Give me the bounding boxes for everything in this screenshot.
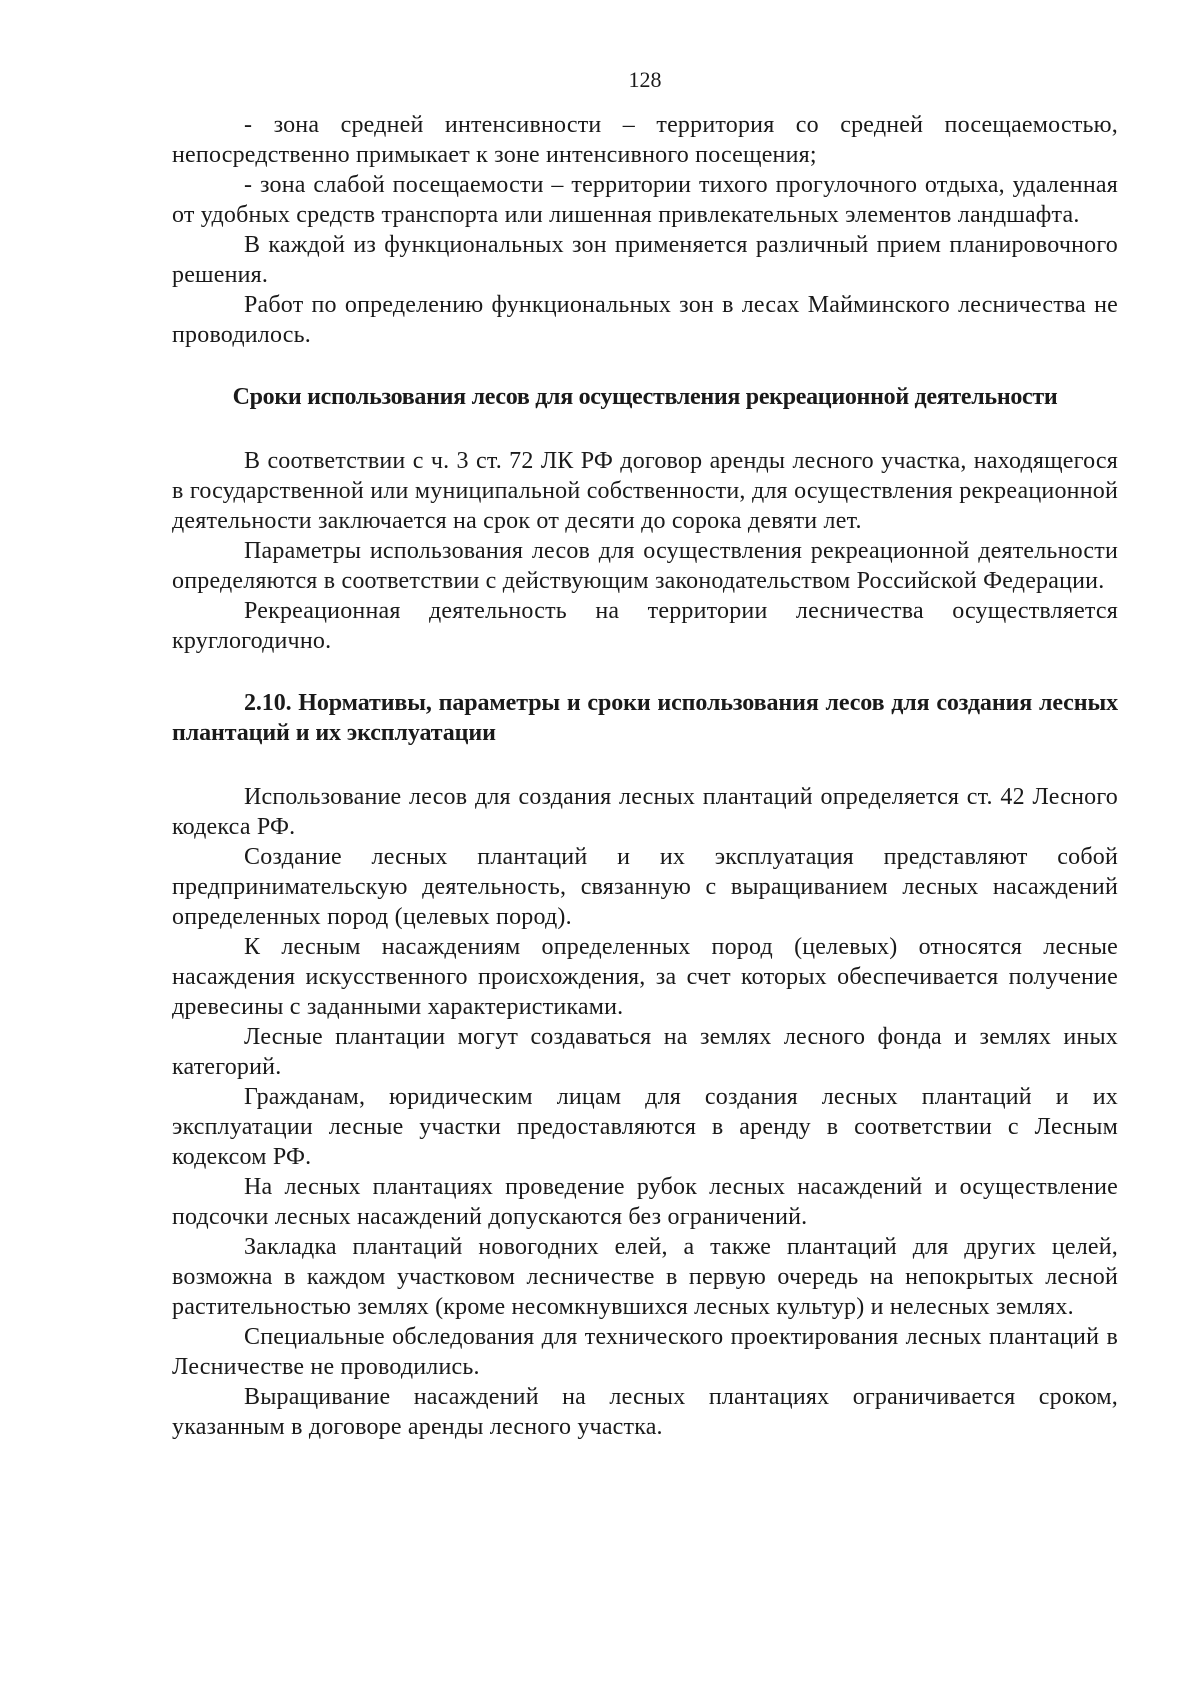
paragraph: На лесных плантациях проведение рубок лесных насаждений и осуществление подсочки лесных насаждений допускаются без ограничений.	[172, 1174, 1118, 1230]
section-heading-recreation-terms: Сроки использования лесов для осуществления рекреационной деятельности	[232, 384, 1058, 410]
paragraph: Специальные обследования для технического проектирования лесных плантаций в Лесничестве не проводились.	[172, 1324, 1118, 1380]
paragraph: Гражданам, юридическим лицам для создания лесных плантаций и их эксплуатации лесные участки предоставляются в аренду в соответствии с Лесным кодексом РФ.	[172, 1084, 1118, 1170]
paragraph: Параметры использования лесов для осуществления рекреационной деятельности определяются в соответствии с действующим законодательством Российской Федерации.	[172, 538, 1118, 594]
paragraph: В соответствии с ч. 3 ст. 72 ЛК РФ договор аренды лесного участка, находящегося в государственной или муниципальной собственности, для осуществления рекреационной деятельности заключается на срок от десяти до сорока девяти лет.	[172, 448, 1118, 534]
paragraph: - зона слабой посещаемости – территории тихого прогулочного отдыха, удаленная от удобных средств транспорта или лишенная привлекательных элементов ландшафта.	[172, 172, 1118, 228]
paragraph: Создание лесных плантаций и их эксплуатация представляют собой предпринимательскую деятельность, связанную с выращиванием лесных насаждений определенных пород (целевых пород).	[172, 844, 1118, 930]
section-heading-2-10: 2.10. Нормативы, параметры и сроки использования лесов для создания лесных плантаций и их эксплуатации	[172, 690, 1118, 746]
paragraph: В каждой из функциональных зон применяется различный прием планировочного решения.	[172, 232, 1118, 288]
paragraph: Использование лесов для создания лесных плантаций определяется ст. 42 Лесного кодекса РФ.	[172, 784, 1118, 840]
paragraph: Закладка плантаций новогодних елей, а также плантаций для других целей, возможна в каждом участковом лесничестве в первую очередь на непокрытых лесной растительностью землях (кроме несомкнувшихся лесных культур) и нелесных землях.	[172, 1234, 1118, 1320]
paragraph: Лесные плантации могут создаваться на землях лесного фонда и землях иных категорий.	[172, 1024, 1118, 1080]
document-page	[172, 66, 1118, 1442]
paragraph: Работ по определению функциональных зон в лесах Майминского лесничества не проводилось.	[172, 292, 1118, 348]
page-number: 128	[628, 67, 662, 92]
paragraph: Рекреационная деятельность на территории лесничества осуществляется круглогодично.	[172, 598, 1118, 654]
paragraph: Выращивание насаждений на лесных плантациях ограничивается сроком, указанным в договоре аренды лесного участка.	[172, 1384, 1118, 1440]
paragraph: К лесным насаждениям определенных пород (целевых) относятся лесные насаждения искусственного происхождения, за счет которых обеспечивается получение древесины с заданными характеристиками.	[172, 934, 1118, 1020]
paragraph: - зона средней интенсивности – территория со средней посещаемостью, непосредственно примыкает к зоне интенсивного посещения;	[172, 112, 1118, 168]
